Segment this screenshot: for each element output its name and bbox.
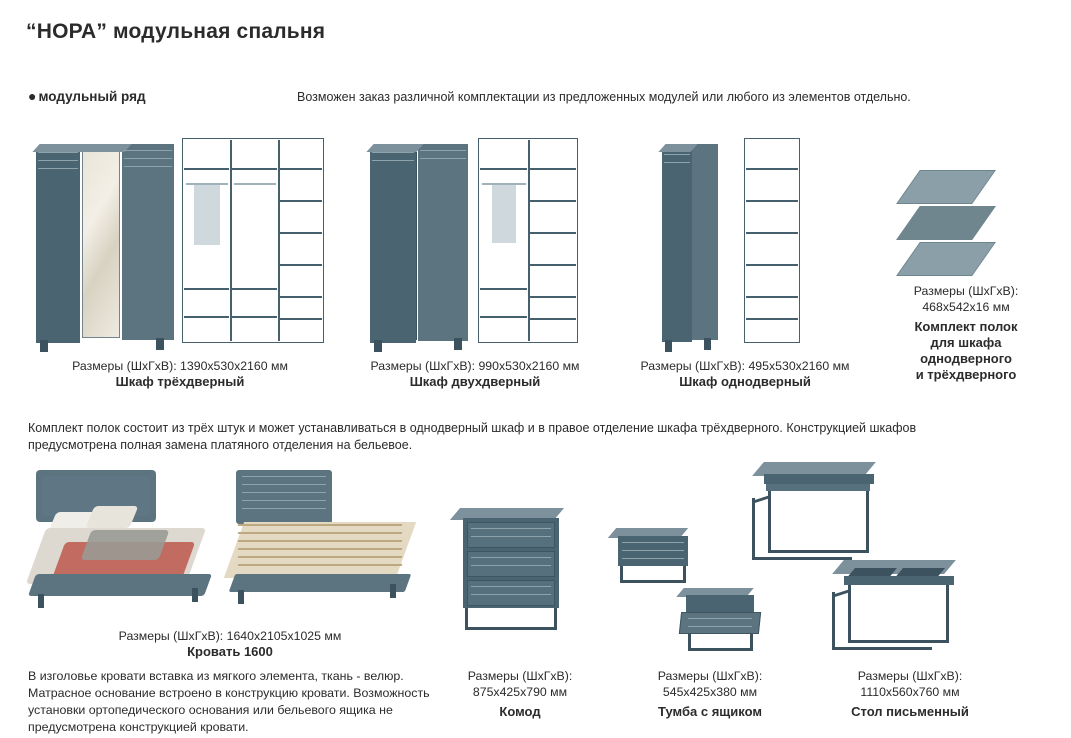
dresser-caption xyxy=(440,668,600,720)
nightstand-caption xyxy=(620,668,800,720)
wardrobe-3door-name: Шкаф трёхдверный xyxy=(115,374,245,389)
wardrobe-1door-front-illustration xyxy=(662,140,720,345)
wardrobe-3door-section-illustration xyxy=(182,138,324,346)
wardrobe-1door-section-illustration xyxy=(744,138,800,346)
wardrobe-1door-name: Шкаф однодверный xyxy=(679,374,811,389)
shelf-kit-dims-line2: 468х542х16 мм xyxy=(922,300,1010,314)
nightstand-name: Тумба с ящиком xyxy=(658,704,762,719)
desk-open-drawers-illustration xyxy=(828,560,978,670)
dresser-illustration xyxy=(455,508,575,633)
dresser-dims-line2: 875х425х790 мм xyxy=(472,685,568,699)
shelf-kit-name-line4: и трёхдверного xyxy=(915,367,1017,382)
shelf-kit-caption xyxy=(868,283,1064,383)
wardrobe-2door-name: Шкаф двухдверный xyxy=(409,374,541,389)
wardrobe-3door-dims: Размеры (ШхГхВ): 1390х530х2160 мм xyxy=(72,359,288,373)
bed-note: В изголовье кровати вставка из мягкого элемента, ткань - велюр. Матрасное основание встроено в конструкцию кровати. Возможность установки ортопедического основания или бельевого ящика не предусмотрена конструкцией кровати. xyxy=(28,669,430,734)
modular-row-label: модульный ряд xyxy=(38,89,146,104)
nightstand-open-drawer-illustration xyxy=(680,588,780,658)
wardrobe-1door-caption xyxy=(620,358,870,390)
wardrobe-3door-caption xyxy=(30,358,330,390)
dresser-name: Комод xyxy=(499,704,541,719)
nightstand-illustration xyxy=(612,528,702,588)
shelf-kit-dims-line1: Размеры (ШхГхВ): xyxy=(913,284,1019,298)
nightstand-dims-line2: 545х425х380 мм xyxy=(662,685,758,699)
desk-dims-line2: 1110х560х760 мм xyxy=(860,685,960,699)
bed-dims: Размеры (ШхГхВ): 1640х2105х1025 мм xyxy=(118,629,342,643)
shelf-kit-name-line2: для шкафа xyxy=(930,335,1002,350)
modular-row-heading xyxy=(28,88,146,104)
wardrobe-2door-section-illustration xyxy=(478,138,578,346)
wardrobe-2door-caption xyxy=(345,358,605,390)
page-title: “НОРА” модульная спальня xyxy=(26,20,326,43)
bed-caption xyxy=(60,628,400,660)
bed-made-illustration xyxy=(28,470,228,620)
bed-name: Кровать 1600 xyxy=(187,644,273,659)
dresser-dims-line1: Размеры (ШхГхВ): xyxy=(467,669,573,683)
middle-note: Комплект полок состоит из трёх штук и может устанавливаться в однодверный шкаф и в правое отделение шкафа трёхдверного. Конструкцией шкафов предусмотрена полная замена платяного отделения на бельевое. xyxy=(28,421,917,452)
desk-dims-line1: Размеры (ШхГхВ): xyxy=(857,669,963,683)
top-note: Возможен заказ различной комплектации из предложенных модулей или любого из элементов отдельно. xyxy=(297,90,911,104)
desk-illustration xyxy=(748,462,888,572)
wardrobe-2door-dims: Размеры (ШхГхВ): 990х530х2160 мм xyxy=(370,359,580,373)
shelf-kit-illustration xyxy=(890,170,1000,280)
nightstand-dims-line1: Размеры (ШхГхВ): xyxy=(657,669,763,683)
wardrobe-1door-dims: Размеры (ШхГхВ): 495х530х2160 мм xyxy=(640,359,850,373)
wardrobe-3door-front-illustration xyxy=(36,140,176,345)
wardrobe-2door-front-illustration xyxy=(370,140,470,345)
shelf-kit-name-line1: Комплект полок xyxy=(914,319,1018,334)
bed-frame-illustration xyxy=(230,470,430,620)
shelf-kit-name-line3: однодверного xyxy=(920,351,1012,366)
desk-caption xyxy=(810,668,1010,720)
desk-name: Стол письменный xyxy=(851,704,969,719)
bullet-icon: ● xyxy=(28,88,37,104)
